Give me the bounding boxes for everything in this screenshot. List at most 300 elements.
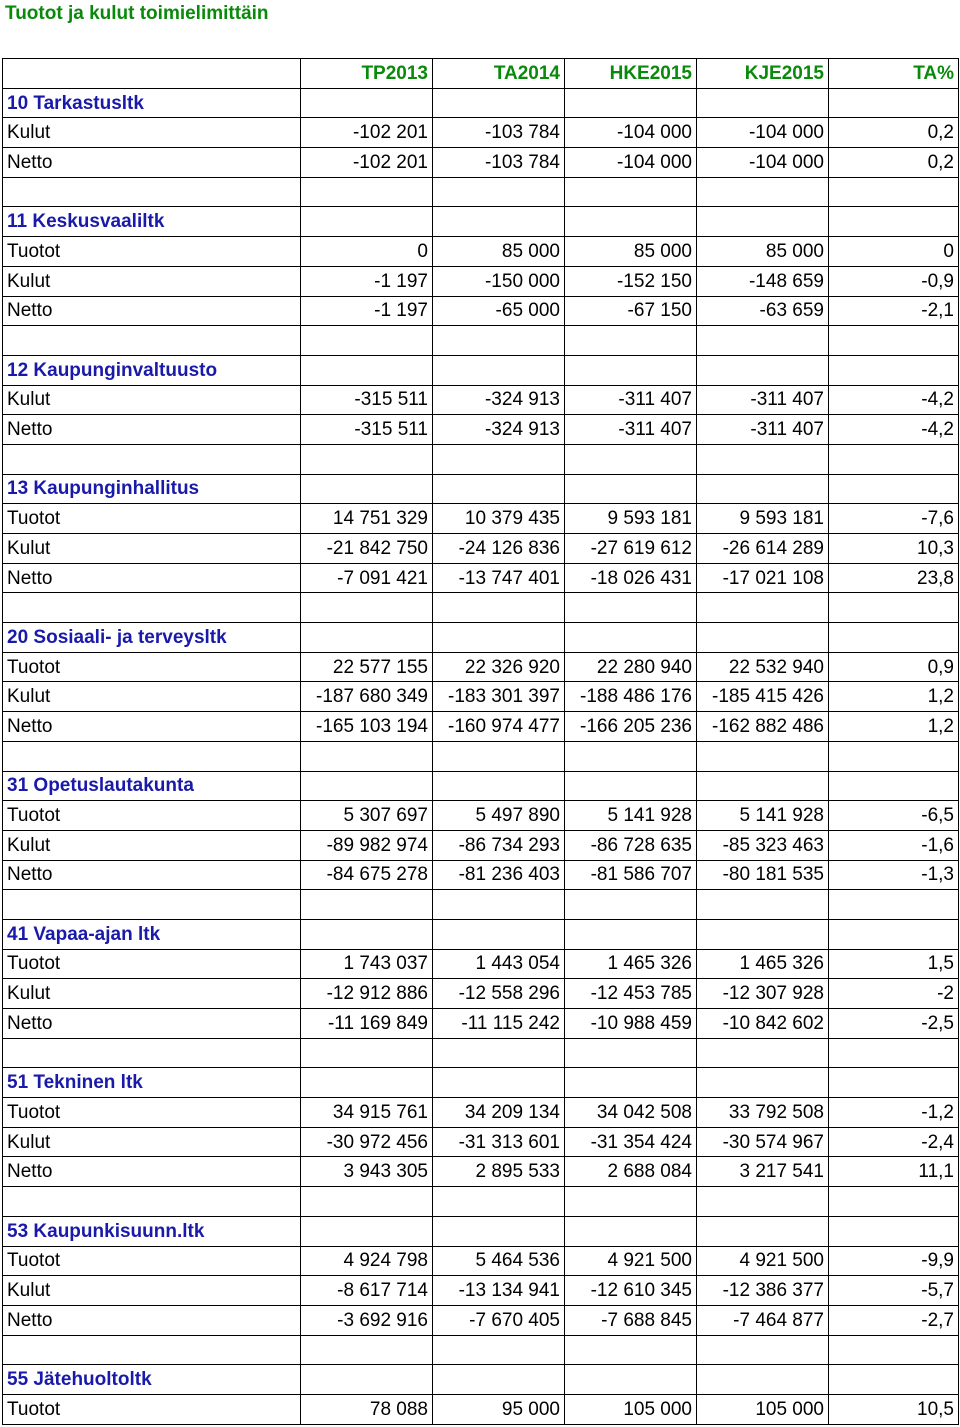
value-cell: 1 743 037 — [301, 949, 433, 979]
value-cell: -311 407 — [697, 385, 829, 415]
value-cell: -183 301 397 — [433, 682, 565, 712]
empty-cell — [565, 88, 697, 118]
empty-cell — [301, 1365, 433, 1395]
value-cell: -6,5 — [829, 801, 959, 831]
section-title: 13 Kaupunginhallitus — [3, 474, 301, 504]
value-cell: 3 217 541 — [697, 1157, 829, 1187]
empty-cell — [433, 1068, 565, 1098]
table-row — [3, 1127, 959, 1157]
value-cell: -18 026 431 — [565, 563, 697, 593]
row-label: Tuotot — [3, 949, 301, 979]
column-header-blank — [3, 59, 301, 89]
table-row — [3, 296, 959, 326]
section-row — [3, 207, 959, 237]
row-label: Kulut — [3, 266, 301, 296]
value-cell: -315 511 — [301, 415, 433, 445]
empty-cell — [829, 207, 959, 237]
value-cell: 9 593 181 — [565, 504, 697, 534]
value-cell: -7,6 — [829, 504, 959, 534]
value-cell: 1 443 054 — [433, 949, 565, 979]
value-cell: 1,2 — [829, 682, 959, 712]
empty-cell — [433, 890, 565, 920]
value-cell: 22 326 920 — [433, 652, 565, 682]
value-cell: -7 464 877 — [697, 1305, 829, 1335]
empty-cell — [697, 474, 829, 504]
empty-cell — [697, 1068, 829, 1098]
value-cell: -89 982 974 — [301, 830, 433, 860]
empty-cell — [301, 741, 433, 771]
row-label: Kulut — [3, 1276, 301, 1306]
section-row — [3, 1365, 959, 1395]
table-row — [3, 1305, 959, 1335]
value-cell: -1,2 — [829, 1098, 959, 1128]
report-table — [2, 58, 959, 1425]
empty-cell — [697, 593, 829, 623]
value-cell: -81 236 403 — [433, 860, 565, 890]
empty-cell — [829, 1187, 959, 1217]
value-cell: 11,1 — [829, 1157, 959, 1187]
empty-cell — [697, 177, 829, 207]
value-cell: -104 000 — [565, 118, 697, 148]
value-cell: -315 511 — [301, 385, 433, 415]
empty-cell — [301, 474, 433, 504]
value-cell: 34 209 134 — [433, 1098, 565, 1128]
empty-cell — [433, 771, 565, 801]
empty-cell — [565, 1068, 697, 1098]
empty-cell — [565, 177, 697, 207]
value-cell: 1,5 — [829, 949, 959, 979]
value-cell: 1 465 326 — [697, 949, 829, 979]
row-label: Netto — [3, 712, 301, 742]
spacer-row — [3, 1038, 959, 1068]
section-title: 31 Opetuslautakunta — [3, 771, 301, 801]
value-cell: -166 205 236 — [565, 712, 697, 742]
empty-cell — [829, 1068, 959, 1098]
empty-cell — [301, 207, 433, 237]
table-row — [3, 1098, 959, 1128]
value-cell: -324 913 — [433, 415, 565, 445]
empty-cell — [697, 444, 829, 474]
value-cell: 0 — [301, 237, 433, 267]
empty-cell — [829, 741, 959, 771]
section-row — [3, 919, 959, 949]
value-cell: -187 680 349 — [301, 682, 433, 712]
value-cell: 1,2 — [829, 712, 959, 742]
value-cell: -104 000 — [697, 118, 829, 148]
empty-cell — [565, 444, 697, 474]
empty-cell — [433, 88, 565, 118]
row-label: Tuotot — [3, 1246, 301, 1276]
value-cell: -311 407 — [697, 415, 829, 445]
value-cell: -2 — [829, 979, 959, 1009]
empty-cell — [697, 1335, 829, 1365]
section-row — [3, 1068, 959, 1098]
row-label: Netto — [3, 860, 301, 890]
value-cell: -148 659 — [697, 266, 829, 296]
value-cell: -150 000 — [433, 266, 565, 296]
empty-cell — [829, 593, 959, 623]
empty-cell — [433, 1365, 565, 1395]
row-label: Netto — [3, 148, 301, 178]
row-label: Netto — [3, 296, 301, 326]
empty-cell — [829, 1335, 959, 1365]
empty-cell — [829, 1365, 959, 1395]
value-cell: 2 895 533 — [433, 1157, 565, 1187]
empty-cell — [697, 623, 829, 653]
empty-cell — [697, 88, 829, 118]
table-row — [3, 801, 959, 831]
value-cell: -4,2 — [829, 415, 959, 445]
empty-cell — [565, 890, 697, 920]
row-label: Kulut — [3, 1127, 301, 1157]
table-row — [3, 563, 959, 593]
section-row — [3, 1216, 959, 1246]
value-cell: -12 307 928 — [697, 979, 829, 1009]
row-label: Netto — [3, 415, 301, 445]
empty-cell — [301, 1068, 433, 1098]
section-title: 10 Tarkastusltk — [3, 88, 301, 118]
empty-cell — [565, 593, 697, 623]
section-title: 20 Sosiaali- ja terveysltk — [3, 623, 301, 653]
value-cell: 34 915 761 — [301, 1098, 433, 1128]
value-cell: 22 532 940 — [697, 652, 829, 682]
column-header-row — [3, 59, 959, 89]
empty-cell — [829, 771, 959, 801]
value-cell: 33 792 508 — [697, 1098, 829, 1128]
empty-cell — [3, 177, 301, 207]
empty-cell — [565, 1365, 697, 1395]
value-cell: 1 465 326 — [565, 949, 697, 979]
spacer-row — [3, 1187, 959, 1217]
row-label: Netto — [3, 563, 301, 593]
column-header: KJE2015 — [697, 59, 829, 89]
empty-cell — [565, 207, 697, 237]
value-cell: 4 921 500 — [565, 1246, 697, 1276]
empty-cell — [829, 326, 959, 356]
empty-cell — [829, 890, 959, 920]
empty-cell — [697, 741, 829, 771]
empty-cell — [301, 177, 433, 207]
value-cell: -103 784 — [433, 118, 565, 148]
value-cell: -26 614 289 — [697, 534, 829, 564]
empty-cell — [301, 88, 433, 118]
spacer-row — [3, 177, 959, 207]
value-cell: -185 415 426 — [697, 682, 829, 712]
row-label: Tuotot — [3, 504, 301, 534]
empty-cell — [433, 919, 565, 949]
value-cell: -30 972 456 — [301, 1127, 433, 1157]
empty-cell — [433, 474, 565, 504]
value-cell: -104 000 — [565, 148, 697, 178]
row-label: Netto — [3, 1009, 301, 1039]
value-cell: -1,3 — [829, 860, 959, 890]
value-cell: -103 784 — [433, 148, 565, 178]
value-cell: -10 988 459 — [565, 1009, 697, 1039]
value-cell: -10 842 602 — [697, 1009, 829, 1039]
row-label: Kulut — [3, 830, 301, 860]
value-cell: 0,2 — [829, 148, 959, 178]
value-cell: -12 386 377 — [697, 1276, 829, 1306]
empty-cell — [3, 326, 301, 356]
empty-cell — [565, 355, 697, 385]
value-cell: -12 558 296 — [433, 979, 565, 1009]
value-cell: -13 747 401 — [433, 563, 565, 593]
empty-cell — [3, 1187, 301, 1217]
value-cell: 23,8 — [829, 563, 959, 593]
row-label: Netto — [3, 1305, 301, 1335]
section-row — [3, 623, 959, 653]
value-cell: -188 486 176 — [565, 682, 697, 712]
value-cell: -4,2 — [829, 385, 959, 415]
value-cell: -2,1 — [829, 296, 959, 326]
empty-cell — [301, 771, 433, 801]
table-row — [3, 148, 959, 178]
value-cell: -104 000 — [697, 148, 829, 178]
value-cell: 5 307 697 — [301, 801, 433, 831]
empty-cell — [565, 1187, 697, 1217]
value-cell: 4 924 798 — [301, 1246, 433, 1276]
value-cell: 2 688 084 — [565, 1157, 697, 1187]
value-cell: -86 728 635 — [565, 830, 697, 860]
empty-cell — [433, 355, 565, 385]
value-cell: 10,3 — [829, 534, 959, 564]
value-cell: -1 197 — [301, 296, 433, 326]
value-cell: -152 150 — [565, 266, 697, 296]
empty-cell — [829, 474, 959, 504]
value-cell: -12 912 886 — [301, 979, 433, 1009]
value-cell: -2,4 — [829, 1127, 959, 1157]
value-cell: 105 000 — [565, 1394, 697, 1424]
value-cell: -2,5 — [829, 1009, 959, 1039]
row-label: Kulut — [3, 385, 301, 415]
row-label: Tuotot — [3, 1098, 301, 1128]
value-cell: 5 497 890 — [433, 801, 565, 831]
empty-cell — [829, 919, 959, 949]
value-cell: -21 842 750 — [301, 534, 433, 564]
value-cell: 0,2 — [829, 118, 959, 148]
value-cell: 5 464 536 — [433, 1246, 565, 1276]
value-cell: -162 882 486 — [697, 712, 829, 742]
value-cell: -86 734 293 — [433, 830, 565, 860]
empty-cell — [301, 355, 433, 385]
value-cell: 85 000 — [433, 237, 565, 267]
value-cell: -8 617 714 — [301, 1276, 433, 1306]
value-cell: 4 921 500 — [697, 1246, 829, 1276]
empty-cell — [433, 207, 565, 237]
table-row — [3, 504, 959, 534]
empty-cell — [565, 326, 697, 356]
value-cell: -12 453 785 — [565, 979, 697, 1009]
value-cell: -12 610 345 — [565, 1276, 697, 1306]
spacer-row — [3, 593, 959, 623]
value-cell: -160 974 477 — [433, 712, 565, 742]
table-row — [3, 949, 959, 979]
value-cell: -7 688 845 — [565, 1305, 697, 1335]
empty-cell — [565, 919, 697, 949]
empty-cell — [433, 1216, 565, 1246]
value-cell: -67 150 — [565, 296, 697, 326]
table-row — [3, 237, 959, 267]
value-cell: 34 042 508 — [565, 1098, 697, 1128]
empty-cell — [433, 1187, 565, 1217]
value-cell: -165 103 194 — [301, 712, 433, 742]
value-cell: 95 000 — [433, 1394, 565, 1424]
value-cell: -5,7 — [829, 1276, 959, 1306]
value-cell: 22 280 940 — [565, 652, 697, 682]
section-title: 12 Kaupunginvaltuusto — [3, 355, 301, 385]
table-row — [3, 682, 959, 712]
empty-cell — [301, 919, 433, 949]
value-cell: 0 — [829, 237, 959, 267]
value-cell: -13 134 941 — [433, 1276, 565, 1306]
empty-cell — [697, 355, 829, 385]
empty-cell — [433, 593, 565, 623]
empty-cell — [565, 741, 697, 771]
value-cell: 85 000 — [697, 237, 829, 267]
empty-cell — [301, 890, 433, 920]
row-label: Tuotot — [3, 801, 301, 831]
table-row — [3, 830, 959, 860]
empty-cell — [301, 444, 433, 474]
empty-cell — [301, 1187, 433, 1217]
value-cell: -11 169 849 — [301, 1009, 433, 1039]
section-row — [3, 771, 959, 801]
table-row — [3, 1394, 959, 1424]
empty-cell — [301, 593, 433, 623]
section-title: 53 Kaupunkisuunn.ltk — [3, 1216, 301, 1246]
value-cell: -81 586 707 — [565, 860, 697, 890]
empty-cell — [433, 1038, 565, 1068]
empty-cell — [433, 623, 565, 653]
empty-cell — [697, 771, 829, 801]
value-cell: -85 323 463 — [697, 830, 829, 860]
empty-cell — [565, 623, 697, 653]
report-table-body — [3, 59, 959, 1425]
value-cell: 5 141 928 — [565, 801, 697, 831]
spacer-row — [3, 444, 959, 474]
empty-cell — [697, 1365, 829, 1395]
empty-cell — [697, 890, 829, 920]
value-cell: -3 692 916 — [301, 1305, 433, 1335]
row-label: Tuotot — [3, 652, 301, 682]
value-cell: 105 000 — [697, 1394, 829, 1424]
empty-cell — [433, 326, 565, 356]
empty-cell — [3, 741, 301, 771]
row-label: Tuotot — [3, 237, 301, 267]
table-row — [3, 1009, 959, 1039]
empty-cell — [565, 474, 697, 504]
value-cell: -102 201 — [301, 148, 433, 178]
row-label: Kulut — [3, 682, 301, 712]
value-cell: -9,9 — [829, 1246, 959, 1276]
value-cell: 14 751 329 — [301, 504, 433, 534]
empty-cell — [697, 919, 829, 949]
empty-cell — [697, 326, 829, 356]
empty-cell — [433, 177, 565, 207]
spacer-row — [3, 890, 959, 920]
value-cell: -2,7 — [829, 1305, 959, 1335]
table-row — [3, 1276, 959, 1306]
value-cell: 22 577 155 — [301, 652, 433, 682]
empty-cell — [829, 88, 959, 118]
value-cell: 85 000 — [565, 237, 697, 267]
row-label: Netto — [3, 1157, 301, 1187]
row-label: Kulut — [3, 118, 301, 148]
value-cell: 5 141 928 — [697, 801, 829, 831]
empty-cell — [829, 1216, 959, 1246]
empty-cell — [433, 1335, 565, 1365]
value-cell: -31 354 424 — [565, 1127, 697, 1157]
value-cell: -30 574 967 — [697, 1127, 829, 1157]
empty-cell — [301, 1038, 433, 1068]
value-cell: -24 126 836 — [433, 534, 565, 564]
spacer-row — [3, 741, 959, 771]
section-row — [3, 355, 959, 385]
empty-cell — [301, 623, 433, 653]
empty-cell — [829, 623, 959, 653]
value-cell: -311 407 — [565, 415, 697, 445]
page-title: Tuotot ja kulut toimielimittäin — [5, 3, 269, 24]
empty-cell — [433, 444, 565, 474]
value-cell: 78 088 — [301, 1394, 433, 1424]
section-row — [3, 474, 959, 504]
value-cell: -11 115 242 — [433, 1009, 565, 1039]
row-label: Tuotot — [3, 1394, 301, 1424]
table-row — [3, 385, 959, 415]
spacer-row — [3, 326, 959, 356]
value-cell: -31 313 601 — [433, 1127, 565, 1157]
value-cell: -80 181 535 — [697, 860, 829, 890]
empty-cell — [3, 444, 301, 474]
column-header: TA2014 — [433, 59, 565, 89]
value-cell: -7 091 421 — [301, 563, 433, 593]
empty-cell — [829, 1038, 959, 1068]
table-row — [3, 712, 959, 742]
value-cell: -84 675 278 — [301, 860, 433, 890]
empty-cell — [697, 1216, 829, 1246]
empty-cell — [697, 1187, 829, 1217]
empty-cell — [565, 1335, 697, 1365]
value-cell: 9 593 181 — [697, 504, 829, 534]
value-cell: 10 379 435 — [433, 504, 565, 534]
empty-cell — [565, 1216, 697, 1246]
empty-cell — [301, 1335, 433, 1365]
value-cell: -63 659 — [697, 296, 829, 326]
value-cell: -324 913 — [433, 385, 565, 415]
table-row — [3, 266, 959, 296]
empty-cell — [301, 1216, 433, 1246]
table-row — [3, 415, 959, 445]
section-title: 41 Vapaa-ajan ltk — [3, 919, 301, 949]
empty-cell — [3, 1335, 301, 1365]
spacer-row — [3, 1335, 959, 1365]
value-cell: 0,9 — [829, 652, 959, 682]
empty-cell — [565, 771, 697, 801]
empty-cell — [829, 444, 959, 474]
table-row — [3, 979, 959, 1009]
value-cell: -311 407 — [565, 385, 697, 415]
empty-cell — [301, 326, 433, 356]
section-title: 51 Tekninen ltk — [3, 1068, 301, 1098]
value-cell: -27 619 612 — [565, 534, 697, 564]
row-label: Kulut — [3, 979, 301, 1009]
empty-cell — [829, 355, 959, 385]
empty-cell — [565, 1038, 697, 1068]
table-row — [3, 534, 959, 564]
value-cell: -0,9 — [829, 266, 959, 296]
column-header: TP2013 — [301, 59, 433, 89]
empty-cell — [697, 1038, 829, 1068]
